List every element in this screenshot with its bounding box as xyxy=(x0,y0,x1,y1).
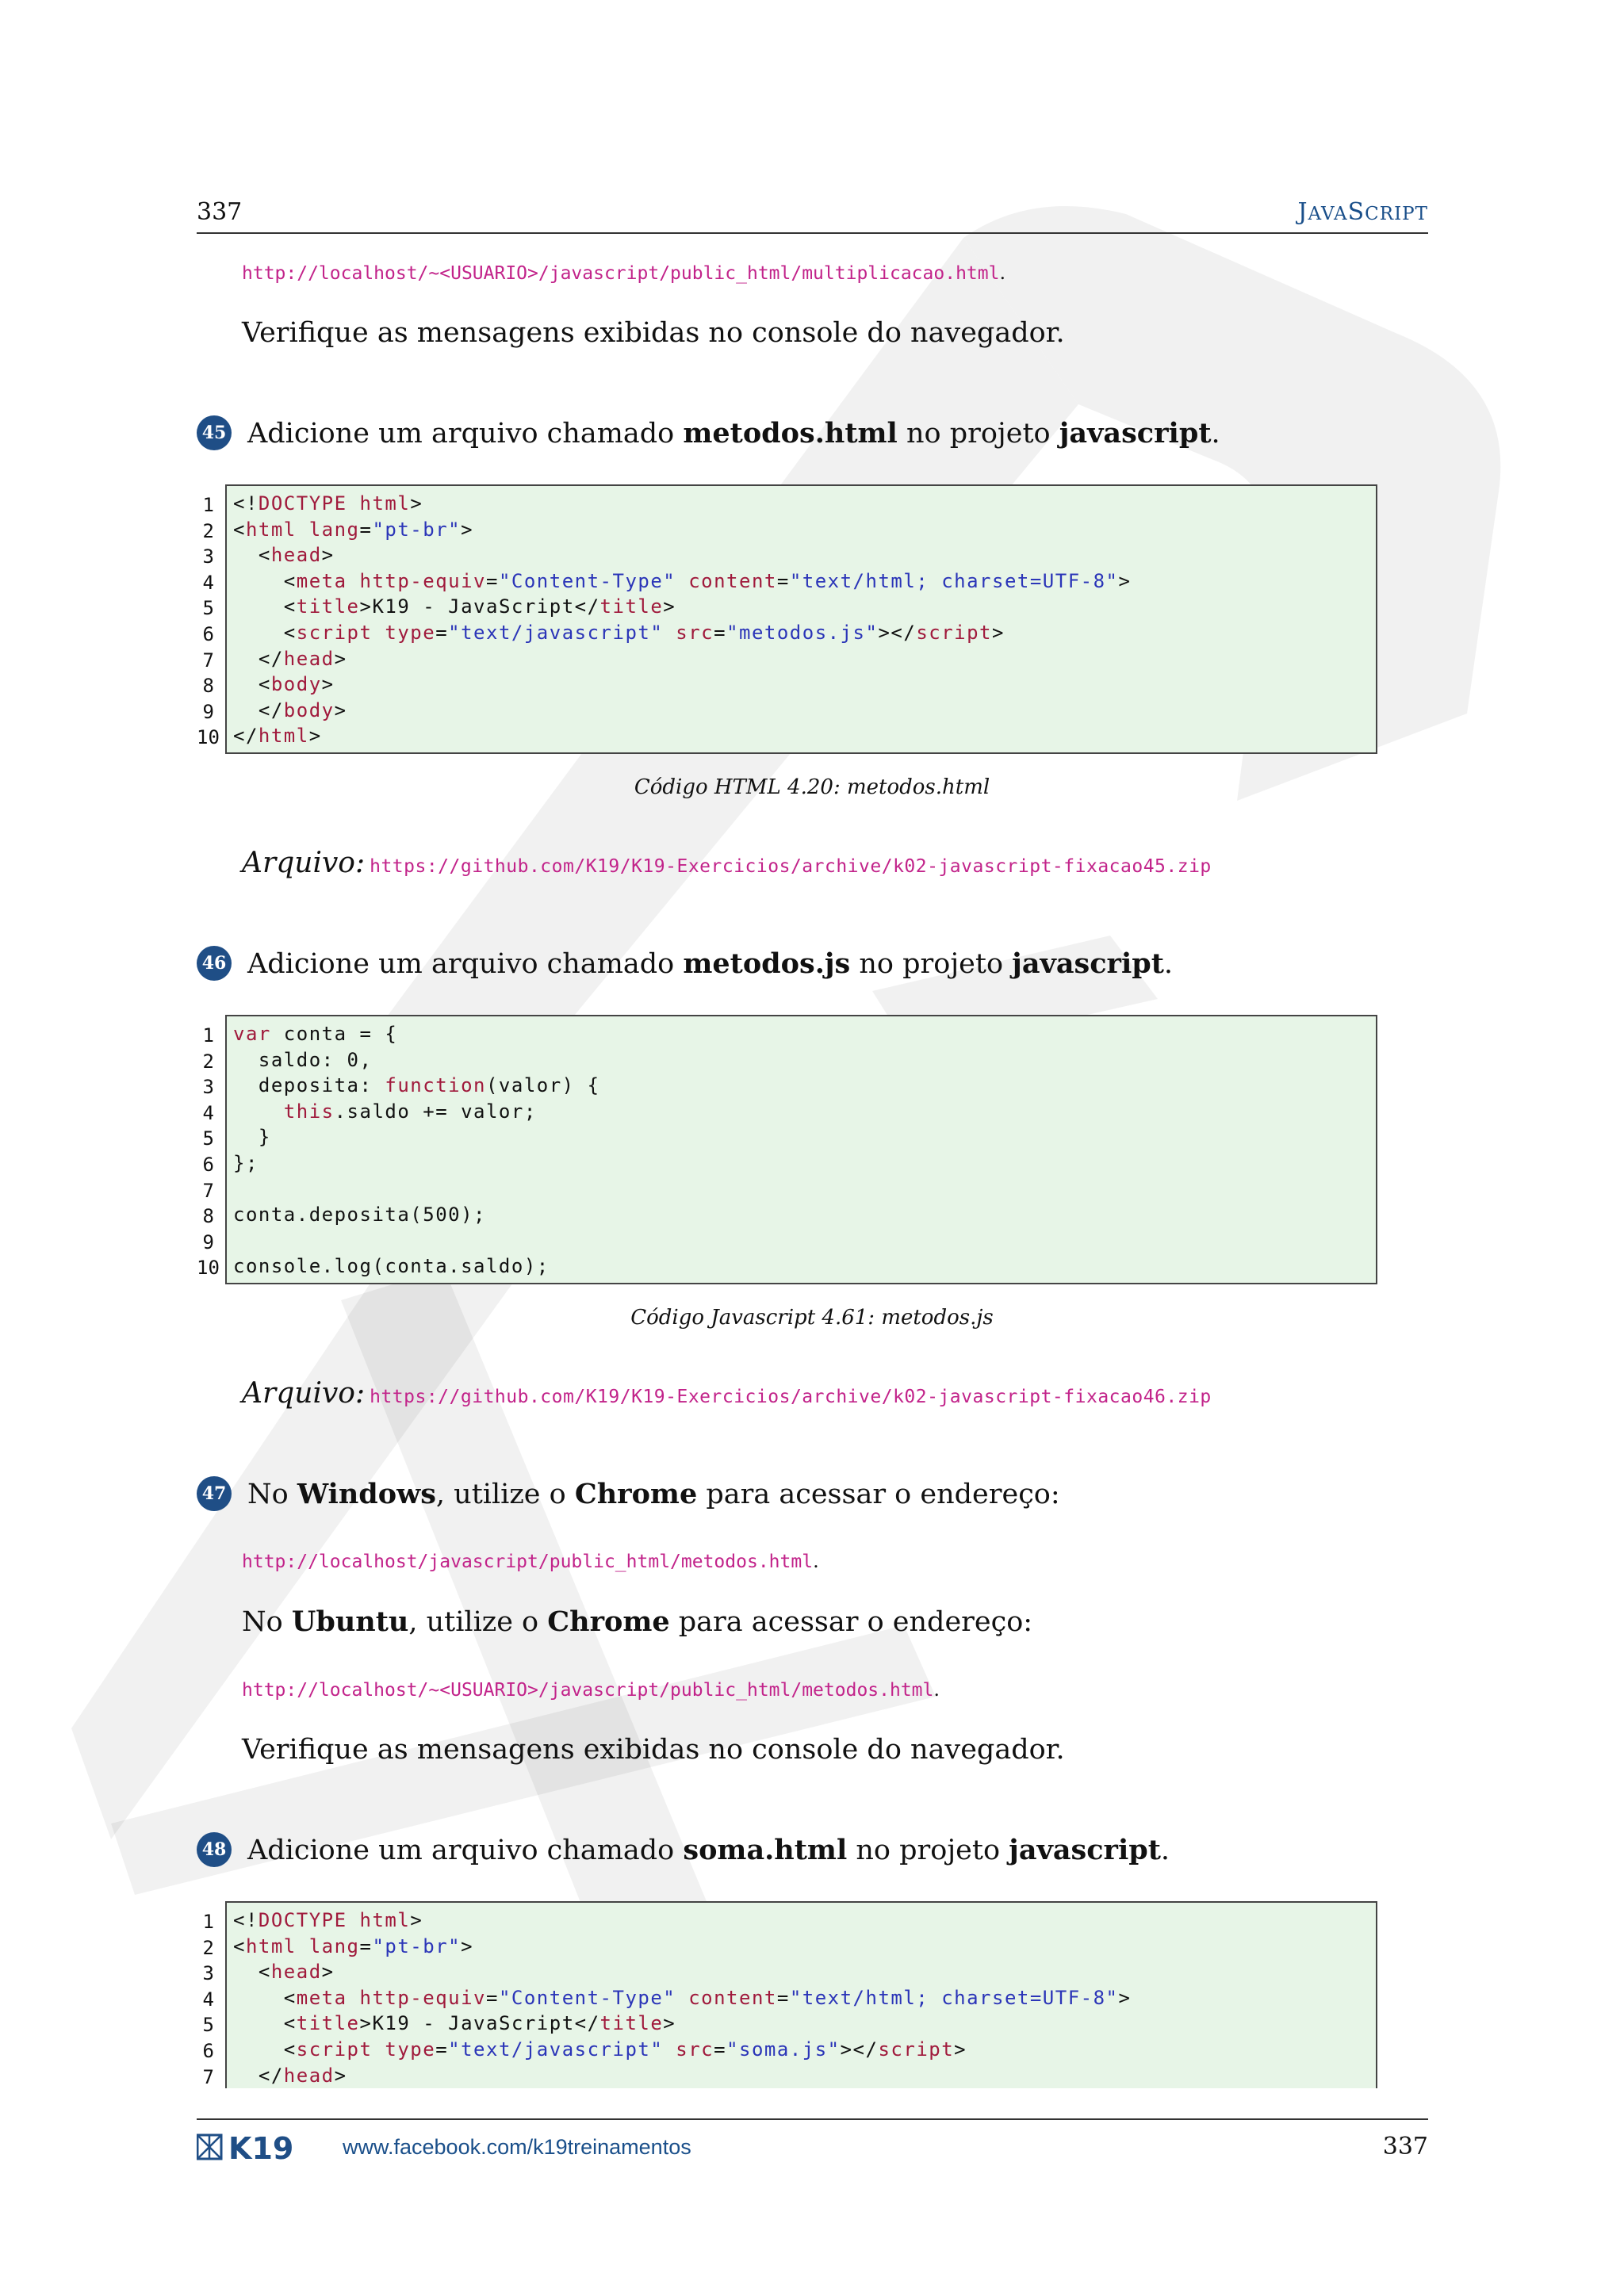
step-badge-47: 47 xyxy=(197,1476,232,1511)
code-caption-46: Código Javascript 4.61: metodos.js xyxy=(630,1306,994,1330)
code-lines: var conta = { saldo: 0, deposita: function(valor) { this.saldo += valor; } }; conta.deposita(500); console.log(conta.saldo); xyxy=(233,1023,600,1278)
ubuntu-url-line: http://localhost/~<USUARIO>/javascript/public_html/metodos.html. xyxy=(242,1678,940,1701)
step-46 xyxy=(197,946,1173,981)
step-47-windows-text: No Windows, utilize o Chrome para acessar o endereço: xyxy=(247,1477,1060,1510)
step-badge-48: 48 xyxy=(197,1832,232,1867)
step-45-text: Adicione um arquivo chamado metodos.html no projeto javascript. xyxy=(247,416,1220,450)
arquivo-46: Arquivo: https://github.com/K19/K19-Exercicios/archive/k02-javascript-fixacao46.zip xyxy=(242,1377,1212,1410)
k19-logo xyxy=(197,2133,324,2161)
page-number-top: 337 xyxy=(197,198,243,226)
step-47-verify-text: Verifique as mensagens exibidas no console do navegador. xyxy=(242,1734,1065,1766)
step-48-text: Adicione um arquivo chamado soma.html no projeto javascript. xyxy=(247,1833,1170,1866)
line-numbers: 1 2 3 4 5 6 7 8 9 10 xyxy=(197,1024,220,1280)
code-box xyxy=(225,1015,1377,1284)
step-badge-45: 45 xyxy=(197,415,232,450)
ubuntu-url[interactable]: http://localhost/~<USUARIO>/javascript/public_html/metodos.html xyxy=(242,1680,934,1701)
code-box xyxy=(225,484,1377,754)
code-block-metodos-js xyxy=(197,1015,1380,1284)
arquivo-45: Arquivo: https://github.com/K19/K19-Exercicios/archive/k02-javascript-fixacao45.zip xyxy=(242,847,1212,879)
intro-verify-text: Verifique as mensagens exibidas no console do navegador. xyxy=(242,317,1065,349)
code-caption-45: Código HTML 4.20: metodos.html xyxy=(634,775,990,799)
header-rule xyxy=(197,232,1428,234)
svg-text:K19: K19 xyxy=(228,2133,294,2161)
intro-url-line: http://localhost/~<USUARIO>/javascript/public_html/multiplicacao.html. xyxy=(242,262,1006,284)
step-46-text: Adicione um arquivo chamado metodos.js no projeto javascript. xyxy=(247,947,1174,980)
page-number-bottom: 337 xyxy=(1382,2133,1428,2160)
footer-rule xyxy=(197,2118,1428,2120)
code-block-soma-html xyxy=(197,1901,1380,2088)
arquivo-46-link[interactable]: https://github.com/K19/K19-Exercicios/archive/k02-javascript-fixacao46.zip xyxy=(370,1387,1212,1407)
windows-url-line: http://localhost/javascript/public_html/metodos.html. xyxy=(242,1550,819,1572)
code-lines: <!DOCTYPE html> <html lang="pt-br"> <head> <meta http-equiv="Content-Type" content="text/html; charset=UTF-8"> <title>K19 - JavaScript</title> <script type="text/javascript" src="soma.js"></script> </head> xyxy=(233,1909,1132,2087)
step-47 xyxy=(197,1476,1060,1511)
intro-url[interactable]: http://localhost/~<USUARIO>/javascript/public_html/multiplicacao.html xyxy=(242,263,1000,284)
step-badge-46: 46 xyxy=(197,946,232,981)
code-box xyxy=(225,1901,1377,2088)
facebook-link[interactable]: www.facebook.com/k19treinamentos xyxy=(343,2135,691,2159)
ubuntu-text: No Ubuntu, utilize o Chrome para acessar o endereço: xyxy=(242,1605,1033,1638)
step-48 xyxy=(197,1832,1170,1867)
code-block-metodos-html xyxy=(197,484,1380,754)
line-numbers: 1 2 3 4 5 6 7 xyxy=(202,1911,214,2088)
line-numbers: 1 2 3 4 5 6 7 8 9 10 xyxy=(197,494,220,749)
running-title: JAVASCRIPT xyxy=(1297,198,1428,226)
code-lines: <!DOCTYPE html> <html lang="pt-br"> <head> <meta http-equiv="Content-Type" content="text/html; charset=UTF-8"> <title>K19 - JavaScript</title> <script type="text/javascript" src="metodos.js"></script> </head> <body> </body> </html> xyxy=(233,492,1132,748)
arquivo-45-link[interactable]: https://github.com/K19/K19-Exercicios/archive/k02-javascript-fixacao45.zip xyxy=(370,856,1212,877)
windows-url[interactable]: http://localhost/javascript/public_html/metodos.html xyxy=(242,1552,814,1572)
step-45 xyxy=(197,415,1220,450)
